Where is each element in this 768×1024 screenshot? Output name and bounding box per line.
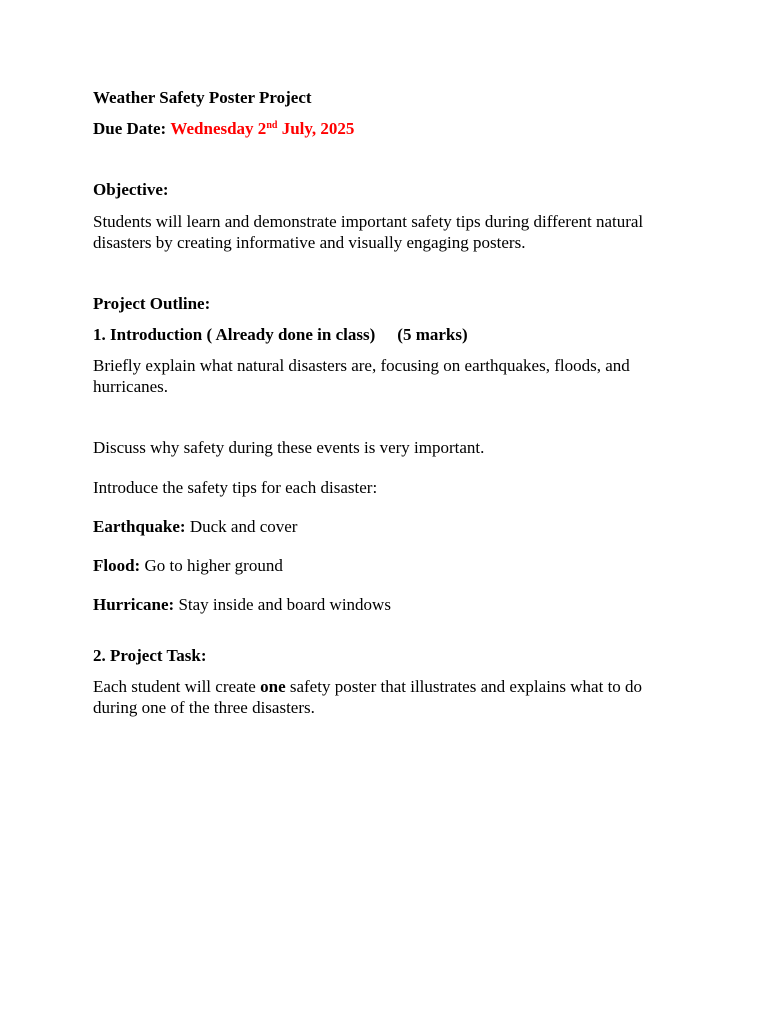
section-2-text-after: safety poster that illustrates and explains what to do during one of the three disasters. (93, 677, 643, 717)
due-date-label: Due Date: (93, 119, 167, 138)
tip-hurricane-label: Hurricane: (93, 595, 175, 614)
due-date-day: Wednesday 2 (170, 119, 267, 138)
section-1-marks: (5 marks) (397, 325, 468, 344)
due-date-rest: July, 2025 (281, 119, 355, 138)
document-title: Weather Safety Poster Project (93, 88, 312, 107)
tip-flood-label: Flood: (93, 556, 141, 575)
objective-heading: Objective: (93, 180, 169, 199)
due-date-line (93, 118, 354, 139)
tip-earthquake-label: Earthquake: (93, 517, 186, 536)
project-outline-heading: Project Outline: (93, 294, 211, 313)
section-1-heading (93, 324, 468, 345)
section-2-paragraph (93, 676, 683, 718)
section-1-paragraph-1: Briefly explain what natural disasters are, focusing on earthquakes, floods, and hurricanes. (93, 356, 630, 396)
tip-earthquake (93, 516, 297, 537)
tip-hurricane-text: Stay inside and board windows (178, 595, 391, 614)
section-1-paragraph-2: Discuss why safety during these events is very important. (93, 438, 485, 457)
tip-flood (93, 555, 283, 576)
section-2-text-before: Each student will create (93, 677, 256, 696)
section-2-heading: 2. Project Task: (93, 646, 207, 665)
objective-text: Students will learn and demonstrate important safety tips during different natural disasters by creating informative and visually engaging posters. (93, 212, 644, 252)
section-1-title: 1. Introduction ( Already done in class) (93, 325, 376, 344)
due-date-day-suffix: nd (266, 120, 278, 131)
tip-flood-text: Go to higher ground (144, 556, 283, 575)
section-2-text-bold: one (260, 677, 286, 696)
tip-earthquake-text: Duck and cover (189, 517, 298, 536)
due-date-value (170, 119, 354, 138)
section-1-paragraph-3: Introduce the safety tips for each disaster: (93, 478, 378, 497)
tip-hurricane (93, 594, 391, 615)
